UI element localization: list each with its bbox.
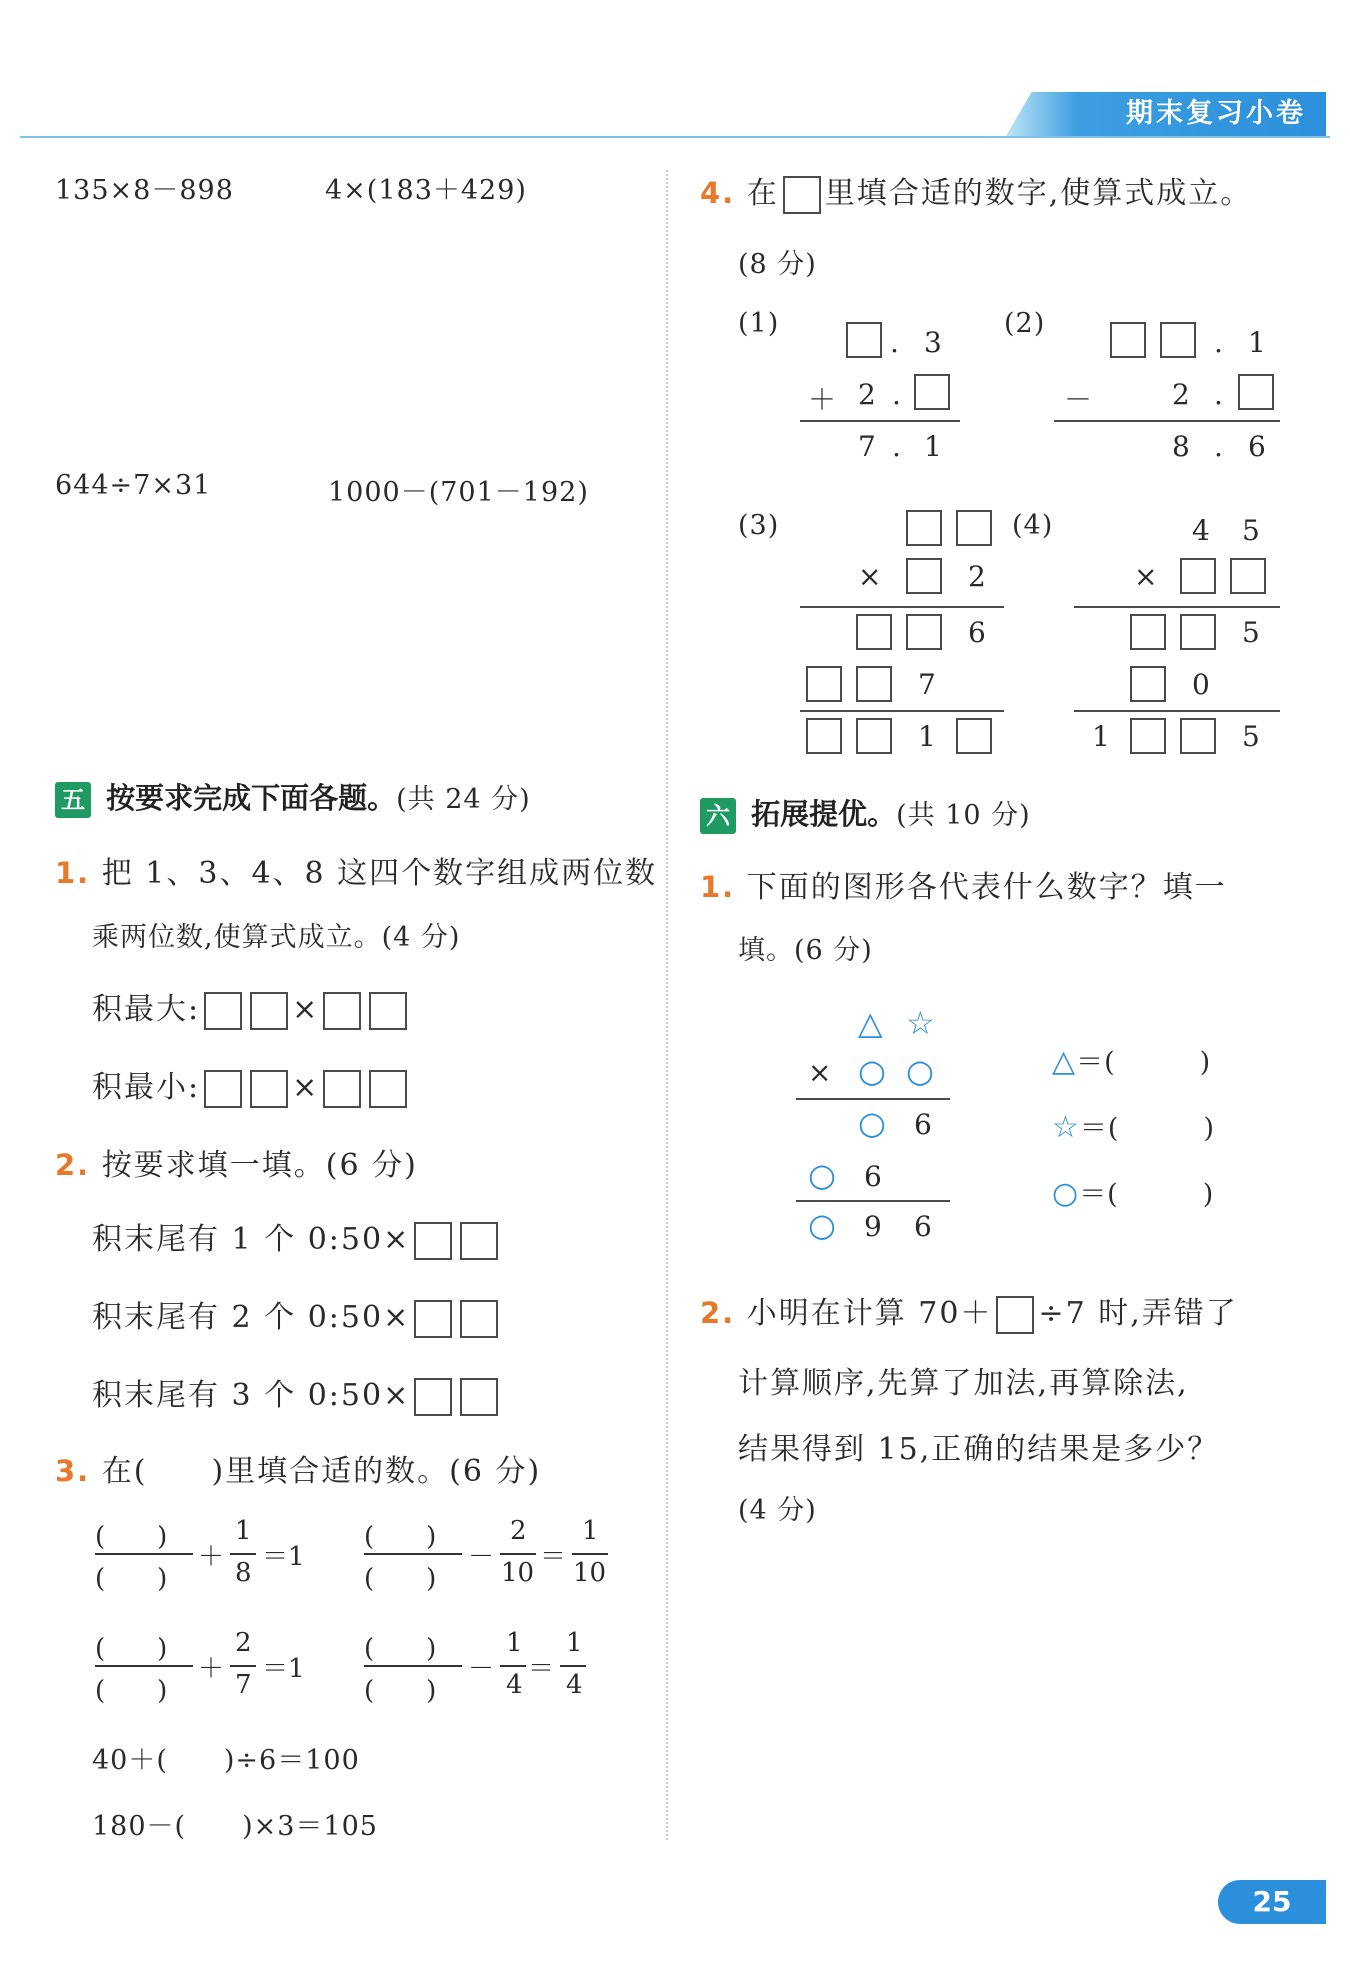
q6-1-line2: 填。(6 分) <box>738 935 873 966</box>
q5-2-text: 按要求填一填。(6 分) <box>101 1148 418 1183</box>
fraction-bar <box>230 1553 256 1555</box>
circle-answer-blank: ＝( ) <box>1079 1179 1215 1210</box>
fraction-bar <box>230 1665 256 1667</box>
q5-1-number: 1. <box>55 856 91 890</box>
q6-1-number: 1. <box>700 870 736 904</box>
fraction-bar <box>95 1665 193 1667</box>
header-rule <box>20 136 1330 138</box>
denominator: 4 <box>506 1670 523 1700</box>
blank-denominator[interactable]: ( ) <box>95 1676 168 1706</box>
trailing-zero-row-1 <box>92 1214 502 1260</box>
q5-3-number: 3. <box>55 1454 91 1488</box>
decimal-point: . <box>1214 326 1223 359</box>
q5-2-number: 2. <box>55 1148 91 1182</box>
times-sign: × <box>292 992 320 1027</box>
denominator: 4 <box>566 1670 583 1700</box>
q5-1-text1: 把 1、3、4、8 这四个数字组成两位数 <box>101 856 658 891</box>
answer-box[interactable] <box>204 1070 242 1108</box>
header-title: 期末复习小卷 <box>1126 98 1306 129</box>
equals-sign: ＝ <box>528 1654 555 1684</box>
fraction-bar <box>364 1553 462 1555</box>
product-line <box>1074 606 1280 608</box>
equals-one: ＝1 <box>262 1654 305 1684</box>
answer-box[interactable] <box>369 992 407 1030</box>
digit-box[interactable] <box>906 510 942 546</box>
fraction-bar <box>364 1665 462 1667</box>
circle-icon: ○ <box>858 1104 886 1142</box>
q4-part-3-label: (3) <box>738 510 780 541</box>
digit-box[interactable] <box>846 322 882 358</box>
digit: 6 <box>914 1210 932 1243</box>
answer-box[interactable] <box>369 1070 407 1108</box>
max-product-label: 积最大: <box>92 992 201 1027</box>
blank-numerator[interactable]: ( ) <box>364 1634 437 1664</box>
triangle-answer-blank: ＝( ) <box>1076 1047 1212 1078</box>
digit: 6 <box>1248 430 1266 463</box>
blank-numerator[interactable]: ( ) <box>364 1522 437 1552</box>
numerator: 2 <box>235 1628 252 1658</box>
trailing-zero-label-3: 积末尾有 3 个 0:50× <box>92 1378 411 1413</box>
answer-box[interactable] <box>204 992 242 1030</box>
minus-sign: － <box>468 1542 495 1572</box>
calc-expr-2: 4×(183＋429) <box>325 175 527 206</box>
answer-box[interactable] <box>460 1378 498 1416</box>
calc-expr-1: 135×8－898 <box>55 175 234 206</box>
q5-3-line <box>55 1446 541 1490</box>
section-five-score: (共 24 分) <box>396 784 531 815</box>
triangle-icon: △ <box>1052 1044 1077 1079</box>
digit: 8 <box>1172 430 1190 463</box>
fill-expr-6: 180－( )×3＝105 <box>92 1811 378 1842</box>
times-sign: × <box>858 560 882 593</box>
blank-denominator[interactable]: ( ) <box>364 1564 437 1594</box>
circle-icon: ○ <box>1052 1176 1080 1211</box>
answer-box <box>783 176 821 214</box>
triangle-answer[interactable] <box>1052 1040 1211 1079</box>
fraction-bar <box>572 1553 608 1555</box>
digit: 6 <box>914 1108 932 1141</box>
decimal-point: . <box>892 378 901 411</box>
fraction-bar <box>500 1553 536 1555</box>
q6-2-number: 2. <box>700 1296 736 1330</box>
difference-line <box>1054 420 1280 422</box>
circle-icon: ○ <box>858 1052 886 1090</box>
digit: 3 <box>924 326 942 359</box>
fraction-bar <box>500 1665 526 1667</box>
digit: 0 <box>1192 668 1210 701</box>
q4-number: 4. <box>700 176 736 210</box>
decimal-point: . <box>1214 378 1223 411</box>
blank-numerator[interactable]: ( ) <box>95 1522 168 1552</box>
times-sign: × <box>292 1070 320 1105</box>
times-sign: × <box>1134 560 1158 593</box>
section-six-heading <box>700 792 1031 834</box>
denominator: 7 <box>235 1670 252 1700</box>
digit: 7 <box>858 430 876 463</box>
calc-expr-4: 1000－(701－192) <box>328 477 589 508</box>
digit-box[interactable] <box>856 666 892 702</box>
plus-sign: ＋ <box>808 383 837 416</box>
page-number: 25 <box>1218 1880 1326 1924</box>
digit-box[interactable] <box>806 718 842 754</box>
digit: 2 <box>968 560 986 593</box>
denominator: 10 <box>501 1558 535 1588</box>
q4-text-b: 里填合适的数字,使算式成立。 <box>824 176 1253 211</box>
q6-2-line3: 结果得到 15,正确的结果是多少？ <box>738 1432 1220 1467</box>
min-product-label: 积最小: <box>92 1070 201 1105</box>
numerator: 1 <box>506 1628 523 1658</box>
sum-line <box>1074 710 1280 712</box>
star-answer[interactable] <box>1052 1106 1215 1145</box>
answer-box[interactable] <box>250 992 288 1030</box>
answer-box[interactable] <box>414 1378 452 1416</box>
digit-box[interactable] <box>1230 558 1266 594</box>
fraction-bar <box>95 1553 193 1555</box>
equals-one: ＝1 <box>262 1542 305 1572</box>
numerator: 1 <box>582 1516 599 1546</box>
q4-text-a: 在 <box>746 176 779 211</box>
sum-line <box>800 420 960 422</box>
q5-2-line <box>55 1140 418 1184</box>
star-answer-blank: ＝( ) <box>1079 1113 1215 1144</box>
answer-box[interactable] <box>460 1300 498 1338</box>
fraction-bar <box>560 1665 586 1667</box>
digit: 1 <box>1092 720 1110 753</box>
section-six-title: 拓展提优。 <box>751 797 897 831</box>
answer-box <box>996 1296 1034 1334</box>
digit: 7 <box>918 668 936 701</box>
q4-score: (8 分) <box>738 249 817 280</box>
column-divider <box>666 170 668 1840</box>
equals-sign: ＝ <box>540 1542 567 1572</box>
digit-box[interactable] <box>1180 614 1216 650</box>
sum-line <box>800 710 1004 712</box>
fill-expr-5: 40＋( )÷6＝100 <box>92 1745 360 1776</box>
section-five-badge: 五 <box>55 782 91 818</box>
plus-sign: ＋ <box>198 1542 225 1572</box>
answer-box[interactable] <box>414 1222 452 1260</box>
product-line <box>800 606 1004 608</box>
digit-box[interactable] <box>906 558 942 594</box>
product-line <box>796 1098 950 1100</box>
numerator: 1 <box>235 1516 252 1546</box>
decimal-point: . <box>890 326 899 359</box>
digit-box[interactable] <box>856 614 892 650</box>
q4-part-4-label: (4) <box>1012 510 1054 541</box>
digit-box[interactable] <box>806 666 842 702</box>
q6-2-text1b: ÷7 时,弄错了 <box>1038 1296 1238 1331</box>
trailing-zero-row-3 <box>92 1370 502 1416</box>
denominator: 10 <box>573 1558 607 1588</box>
answer-box[interactable] <box>323 1070 361 1108</box>
digit-box[interactable] <box>1180 718 1216 754</box>
section-six-score: (共 10 分) <box>896 800 1031 831</box>
min-product-row <box>92 1062 411 1108</box>
circle-icon: ○ <box>906 1052 934 1090</box>
numerator: 2 <box>510 1516 527 1546</box>
max-product-row <box>92 984 411 1030</box>
q4-part-1-label: (1) <box>738 308 780 339</box>
digit: 5 <box>1242 514 1260 547</box>
calc-expr-3: 644÷7×31 <box>55 470 212 501</box>
digit: 1 <box>918 720 936 753</box>
q6-1-line1 <box>700 862 1227 906</box>
answer-box[interactable] <box>460 1222 498 1260</box>
digit: 5 <box>1242 720 1260 753</box>
q6-1-text1: 下面的图形各代表什么数字？填一 <box>746 870 1227 905</box>
digit: 1 <box>1248 326 1266 359</box>
digit: 2 <box>1172 378 1190 411</box>
sum-line <box>796 1200 950 1202</box>
q5-3-text: 在( )里填合适的数。(6 分) <box>101 1454 542 1489</box>
digit-box[interactable] <box>856 718 892 754</box>
circle-icon: ○ <box>808 1156 836 1194</box>
digit: 4 <box>1192 514 1210 547</box>
q6-2-line2: 计算顺序,先算了加法,再算除法, <box>738 1366 1189 1401</box>
blank-denominator[interactable]: ( ) <box>95 1564 168 1594</box>
circle-icon: ○ <box>808 1206 836 1244</box>
q4-part-2-label: (2) <box>1004 308 1046 339</box>
q6-2-line1 <box>700 1288 1238 1334</box>
q5-1-line2: 乘两位数,使算式成立。(4 分) <box>92 922 461 953</box>
answer-box[interactable] <box>414 1300 452 1338</box>
section-six-badge: 六 <box>700 798 736 834</box>
digit-box[interactable] <box>1238 374 1274 410</box>
triangle-icon: △ <box>858 1004 883 1042</box>
star-icon: ☆ <box>906 1004 935 1042</box>
trailing-zero-row-2 <box>92 1292 502 1338</box>
decimal-point: . <box>892 430 901 463</box>
digit: 5 <box>1242 616 1260 649</box>
numerator: 1 <box>566 1628 583 1658</box>
times-sign: × <box>808 1056 832 1089</box>
q5-1-line1 <box>55 848 657 892</box>
q6-2-line4: (4 分) <box>738 1495 817 1526</box>
digit-box[interactable] <box>956 510 992 546</box>
digit: 1 <box>924 430 942 463</box>
digit: 2 <box>858 378 876 411</box>
decimal-point: . <box>1214 430 1223 463</box>
denominator: 8 <box>235 1558 252 1588</box>
digit-box[interactable] <box>1130 614 1166 650</box>
section-five-heading <box>55 776 531 818</box>
digit: 6 <box>968 616 986 649</box>
digit: 6 <box>864 1160 882 1193</box>
digit-box[interactable] <box>1160 322 1196 358</box>
digit-box[interactable] <box>914 374 950 410</box>
answer-box[interactable] <box>323 992 361 1030</box>
blank-numerator[interactable]: ( ) <box>95 1634 168 1664</box>
star-icon: ☆ <box>1052 1110 1080 1145</box>
digit-box[interactable] <box>1110 322 1146 358</box>
minus-sign: － <box>468 1654 495 1684</box>
section-five-title: 按要求完成下面各题。 <box>106 781 397 815</box>
trailing-zero-label-1: 积末尾有 1 个 0:50× <box>92 1222 411 1257</box>
digit-box[interactable] <box>1130 666 1166 702</box>
digit-box[interactable] <box>1180 558 1216 594</box>
circle-answer[interactable] <box>1052 1172 1214 1211</box>
answer-box[interactable] <box>250 1070 288 1108</box>
digit-box[interactable] <box>1130 718 1166 754</box>
blank-denominator[interactable]: ( ) <box>364 1676 437 1706</box>
trailing-zero-label-2: 积末尾有 2 个 0:50× <box>92 1300 411 1335</box>
q4-line <box>700 168 1252 214</box>
plus-sign: ＋ <box>198 1654 225 1684</box>
digit-box[interactable] <box>956 718 992 754</box>
digit-box[interactable] <box>906 614 942 650</box>
minus-sign: － <box>1064 383 1093 416</box>
q6-2-text1a: 小明在计算 70＋ <box>746 1296 993 1331</box>
digit: 9 <box>864 1210 882 1243</box>
